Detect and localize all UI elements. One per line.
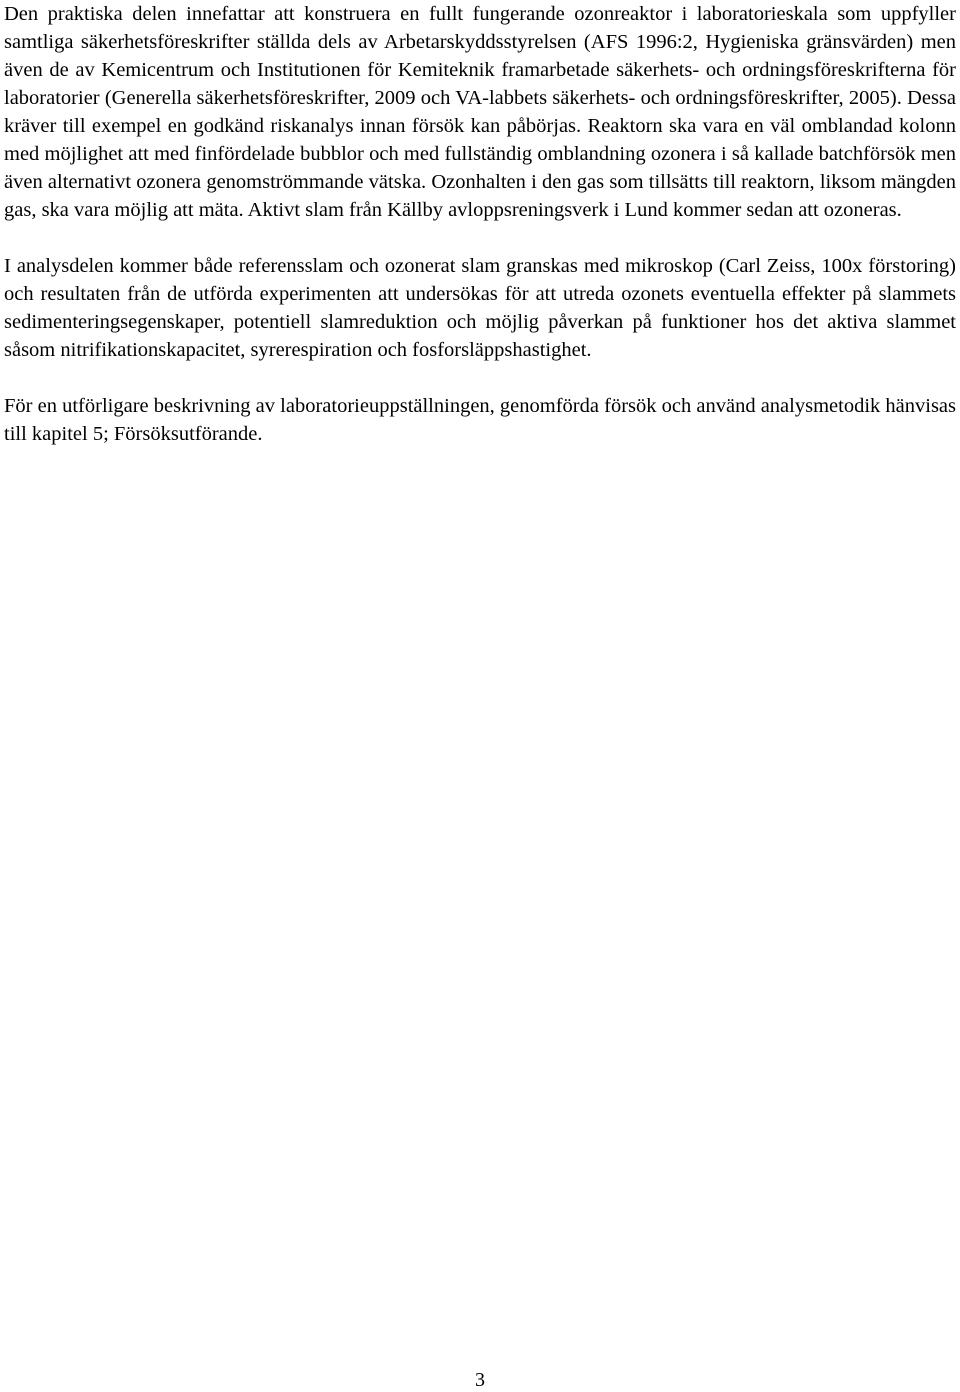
paragraph-analysis-part: I analysdelen kommer både referensslam och ozonerat slam granskas med mikroskop (Carl Zeiss, 100x förstoring) och resultaten från de utförda experimenten att undersökas för att utreda ozonets eventuella effekter på slammets sedimenteringsegenskaper, potentiell slamreduktion och möjlig påverkan på funktioner hos det aktiva slammet såsom nitrifikationskapacitet, syrerespiration och fosforsläppshastighet. [4, 255, 956, 361]
page-number: 3 [475, 1369, 485, 1391]
paragraph-reference-chapter: För en utförligare beskrivning av laboratorieuppställningen, genomförda försök och använd analysmetodik hänvisas till kapitel 5; Försöksutförande. [4, 395, 956, 445]
paragraph-practical-part: Den praktiska delen innefattar att konstruera en fullt fungerande ozonreaktor i laboratorieskala som uppfyller samtliga säkerhetsföreskrifter ställda dels av Arbetarskyddsstyrelsen (AFS 1996:2, Hygieniska gränsvärden) men även de av Kemicentrum och Institutionen för Kemiteknik framarbetade säkerhets- och ordningsföreskrifterna för laboratorier (Generella säkerhetsföreskrifter, 2009 och VA-labbets säkerhets- och ordningsföreskrifter, 2005). Dessa kräver till exempel en godkänd riskanalys innan försök kan påbörjas. Reaktorn ska vara en väl omblandad kolonn med möjlighet att med finfördelade bubblor och med fullständig omblandning ozonera i så kallade batchförsök men även alternativt ozonera genomströmmande vätska. Ozonhalten i den gas som tillsätts till reaktorn, liksom mängden gas, ska vara möjlig att mäta. Aktivt slam från Källby avloppsreningsverk i Lund kommer sedan att ozoneras. [4, 3, 956, 221]
document-page [4, 0, 956, 448]
